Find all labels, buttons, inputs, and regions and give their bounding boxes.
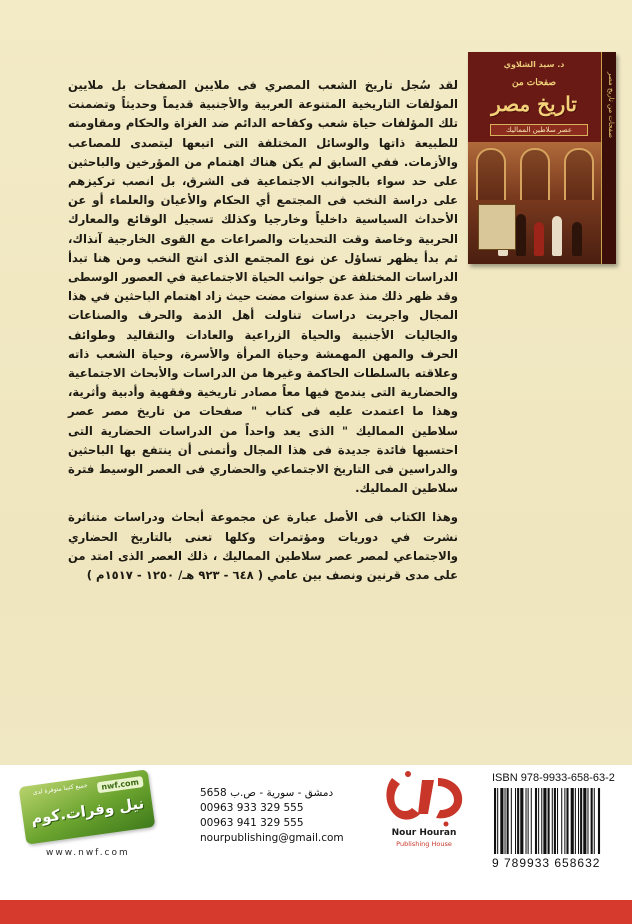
figure-shape [534, 222, 544, 256]
arch-shape [476, 148, 506, 200]
barcode-bar [583, 788, 586, 854]
barcode-bar [578, 788, 579, 854]
blurb-paragraph-2: وهذا الكتاب فى الأصل عبارة عن مجموعة أبحاث ودراسات متناثرة نشرت في دوريات ومؤتمرات وكلها تعنى بالتاريخ الحضاري والاجتماعي لمصر عصر سلاطين المماليك ، ذلك العصر الذى امتد من على مدى قرنين ونصف بين عامي ( ٦٤٨ - ٩٢٣ هـ/ ١٢٥٠ - ١٥١٧م ) [68, 510, 458, 583]
barcode-bar [528, 788, 529, 854]
barcode-bar [571, 788, 574, 854]
barcode-bar [511, 788, 512, 854]
barcode-bar [554, 788, 556, 854]
isbn-label: ISBN 978-9933-658-63-2 [492, 772, 615, 784]
barcode-bar [598, 788, 600, 854]
barcode-digits: 9 789933 658632 [492, 856, 601, 870]
isbn-barcode [492, 788, 632, 854]
phone-line-1: 00963 933 329 555 [200, 802, 304, 814]
barcode-bar [561, 788, 562, 854]
thumbnail-title: تاريخ مصر [491, 92, 577, 116]
figure-shape [552, 216, 562, 256]
barcode-bar [535, 788, 537, 854]
barcode-bar [580, 788, 582, 854]
barcode-bar [548, 788, 550, 854]
distributor-note: جميع كتبنا متوفرة لدى [32, 781, 89, 797]
barcode-bar [497, 788, 498, 854]
barcode-bar [566, 788, 568, 854]
arch-shape [520, 148, 550, 200]
thumbnail-title-top: صفحات من [511, 78, 557, 88]
publisher-name: Nour Houran [391, 828, 457, 838]
barcode-bar [564, 788, 565, 854]
barcode-bar [526, 788, 527, 854]
phone-line-2: 00963 941 329 555 [200, 817, 304, 829]
thumbnail-author: د. سيد الشلاوي [503, 60, 565, 69]
thumbnail-spine [601, 52, 616, 264]
bottom-red-band [0, 900, 632, 924]
publisher-logo [378, 770, 470, 856]
barcode-bar [494, 788, 496, 854]
thumbnail-publisher-badge [478, 204, 516, 250]
barcode-bar [500, 788, 503, 854]
barcode-bar [594, 788, 595, 854]
publisher-contact [200, 786, 344, 846]
barcode-bar [575, 788, 576, 854]
barcode-bar [543, 788, 546, 854]
distributor-badge: nwf.com [97, 776, 144, 793]
barcode-bar [531, 788, 532, 854]
distributor-url: www.nwf.com [46, 848, 130, 858]
arch-shape [564, 148, 594, 200]
barcode-bar [557, 788, 558, 854]
blurb-paragraph-1: لقد سُجل تاريخ الشعب المصري فى ملايين الصفحات بل ملايين المؤلفات التاريخية المتنوعة العربية والأجنبية قديماً وحديثاً وتضمنت تلك المؤلفات حياة شعب وكفاحه الدائم ضد الغزاة والحكام ومقاومته للطبيعة ذاتها والوسائل المختلفة التى اتبعها ليتصدى للمصاعب والأزمات. ففي السابق لم يكن هناك اهتمام من المؤرخين والباحثين على حد سواء بالجوانب الاجتماعية فى الشرق، بل انصب تركيزهم على دراسة النخب فى المجتمع أي الحكام والأعيان والعلماء أو عن الأحداث السياسية داخلياً وخارجيا وكذلك تسجيل الوقائع والمعارك الحربية وخاصة وقت التحديات والصراعات مع القوى الخارجية آنذاك، ثم بدأ يظهر تساؤل عن نوع المجتمع الذى انتج النخب ومن هنا تبدأ الدراسات المختلفة عن جوانب الحياة الاجتماعية في العصور الوسطى وقد ظهر ذلك منذ عدة سنوات مضت حيث زاد اهتمام الباحثين في هذا المجال واجريت دراسات تناولت أهل الذمة والحرف والصناعات والجاليات الأجنبية والحياة الزراعية والعادات والتقاليد وطوائف الحرف والمهن المهمشة وحياة المرأة والأسرة، وحياة الشعب ذاته وعلاقته بالسلطات الحاكمة وغيرها من الدراسات والأبحاث الاجتماعية والحضارية التى يندمج فيها معاً مصادر تاريخية وفقهية وأدبية وأثرية، وهذا ما اعتمدت عليه فى كتاب " صفحات من تاريخ مصر عصر سلاطين المماليك " الذى يعد واحداً من الدراسات الحضارية التى احتسبها فائدة جديدة فى هذا المجال وأتمنى أن ينتفع بها الباحثين والدراسين فى التاريخ الاجتماعي والحضاري فى العصر الوسيط فترة سلاطين المماليك. [68, 78, 458, 496]
barcode-bar [515, 788, 516, 854]
book-front-thumbnail [468, 52, 616, 264]
publisher-logo-icon [378, 770, 470, 828]
barcode-bar [552, 788, 553, 854]
barcode-bar [541, 788, 542, 854]
barcode-bar [517, 788, 519, 854]
blurb-text [68, 76, 458, 585]
barcode-bar [505, 788, 506, 854]
barcode-bar [507, 788, 509, 854]
figure-shape [516, 214, 526, 256]
email-line: nourpublishing@gmail.com [200, 832, 344, 844]
barcode-bar [591, 788, 593, 854]
distributor-brand: نيل وفرات.كوم [29, 794, 146, 828]
thumbnail-spine-text: صفحات من تاريخ مصر [607, 72, 615, 139]
barcode-bar [538, 788, 539, 854]
publisher-subtitle: Publishing House [396, 840, 452, 848]
barcode-bar [587, 788, 588, 854]
figure-shape [572, 222, 582, 256]
address-line: دمشق - سورية - ص.ب 5658 [200, 787, 334, 799]
barcode-bar [520, 788, 523, 854]
thumbnail-subtitle: عصر سلاطين المماليك [490, 124, 588, 136]
